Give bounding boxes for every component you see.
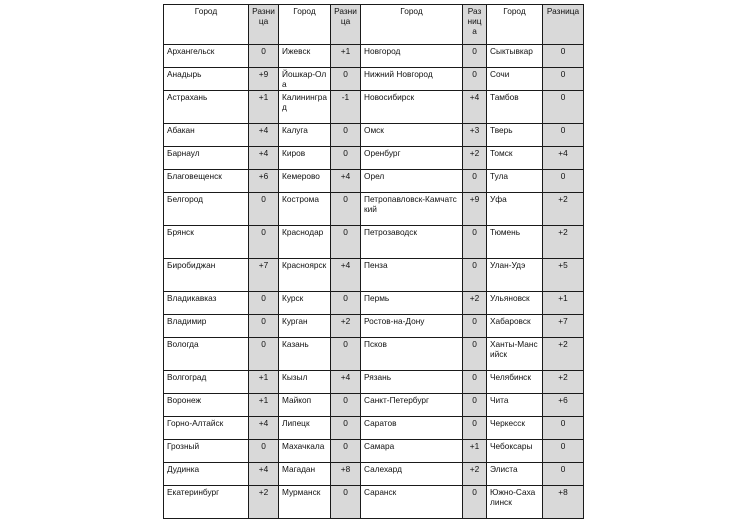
difference-cell: +2 [331, 315, 361, 338]
city-cell: Мурманск [279, 486, 331, 519]
city-cell: Саратов [361, 417, 463, 440]
difference-cell: +4 [331, 170, 361, 193]
table-row [164, 486, 584, 519]
difference-cell: 0 [331, 338, 361, 371]
difference-cell: 0 [331, 147, 361, 170]
city-cell: Рязань [361, 371, 463, 394]
difference-cell: 0 [331, 440, 361, 463]
city-cell: Чита [487, 394, 543, 417]
difference-cell: +9 [463, 193, 487, 226]
table-row [164, 371, 584, 394]
difference-cell: +1 [249, 371, 279, 394]
city-cell: Ульяновск [487, 292, 543, 315]
city-cell: Владикавказ [164, 292, 249, 315]
city-cell: Сочи [487, 68, 543, 91]
difference-cell: 0 [463, 170, 487, 193]
difference-cell: -1 [331, 91, 361, 124]
header-row [164, 5, 584, 45]
difference-cell: 0 [331, 292, 361, 315]
difference-cell: 0 [249, 440, 279, 463]
difference-cell: +3 [463, 124, 487, 147]
difference-cell: 0 [331, 417, 361, 440]
header-difference: Разница [463, 5, 487, 45]
difference-cell: +1 [463, 440, 487, 463]
difference-cell: 0 [331, 226, 361, 259]
city-cell: Краснодар [279, 226, 331, 259]
city-cell: Красноярск [279, 259, 331, 292]
table-row [164, 68, 584, 91]
difference-cell: +4 [331, 371, 361, 394]
city-cell: Ростов-на-Дону [361, 315, 463, 338]
difference-cell: +2 [543, 338, 584, 371]
difference-cell: +2 [543, 226, 584, 259]
city-cell: Элиста [487, 463, 543, 486]
city-cell: Волгоград [164, 371, 249, 394]
difference-cell: +5 [543, 259, 584, 292]
difference-cell: +4 [249, 124, 279, 147]
difference-cell: 0 [249, 292, 279, 315]
city-cell: Улан-Удэ [487, 259, 543, 292]
difference-cell: +8 [543, 486, 584, 519]
city-cell: Новгород [361, 45, 463, 68]
city-cell: Курск [279, 292, 331, 315]
city-cell: Ижевск [279, 45, 331, 68]
difference-cell: 0 [543, 124, 584, 147]
city-cell: Сыктывкар [487, 45, 543, 68]
difference-cell: +8 [331, 463, 361, 486]
difference-cell: +2 [543, 371, 584, 394]
city-cell: Санкт-Петербург [361, 394, 463, 417]
table-row [164, 226, 584, 259]
difference-cell: 0 [249, 315, 279, 338]
city-cell: Пермь [361, 292, 463, 315]
city-cell: Барнаул [164, 147, 249, 170]
city-cell: Ханты-Мансийск [487, 338, 543, 371]
city-cell: Оренбург [361, 147, 463, 170]
difference-cell: 0 [543, 440, 584, 463]
difference-cell: 0 [249, 193, 279, 226]
difference-cell: +4 [543, 147, 584, 170]
difference-cell: 0 [463, 68, 487, 91]
city-cell: Уфа [487, 193, 543, 226]
city-cell: Владимир [164, 315, 249, 338]
difference-cell: 0 [331, 68, 361, 91]
city-cell: Махачкала [279, 440, 331, 463]
header-difference: Разница [249, 5, 279, 45]
difference-cell: 0 [543, 91, 584, 124]
city-cell: Белгород [164, 193, 249, 226]
timezone-table [163, 4, 584, 519]
city-cell: Нижний Новгород [361, 68, 463, 91]
table-row [164, 292, 584, 315]
city-cell: Калуга [279, 124, 331, 147]
city-cell: Кострома [279, 193, 331, 226]
difference-cell: +7 [249, 259, 279, 292]
city-cell: Магадан [279, 463, 331, 486]
table-row [164, 440, 584, 463]
city-cell: Биробиджан [164, 259, 249, 292]
difference-cell: +1 [249, 91, 279, 124]
table-row [164, 315, 584, 338]
city-cell: Орел [361, 170, 463, 193]
difference-cell: +2 [463, 292, 487, 315]
city-cell: Калининград [279, 91, 331, 124]
header-city: Город [487, 5, 543, 45]
difference-cell: 0 [463, 259, 487, 292]
difference-cell: 0 [249, 45, 279, 68]
header-difference: Разница [543, 5, 584, 45]
difference-cell: +6 [249, 170, 279, 193]
city-cell: Черкесск [487, 417, 543, 440]
city-cell: Пенза [361, 259, 463, 292]
difference-cell: +9 [249, 68, 279, 91]
difference-cell: 0 [463, 417, 487, 440]
table-row [164, 91, 584, 124]
city-cell: Салехард [361, 463, 463, 486]
city-cell: Воронеж [164, 394, 249, 417]
difference-cell: 0 [463, 315, 487, 338]
city-cell: Архангельск [164, 45, 249, 68]
difference-cell: +2 [543, 193, 584, 226]
table-row [164, 193, 584, 226]
difference-cell: +4 [331, 259, 361, 292]
city-cell: Чебоксары [487, 440, 543, 463]
city-cell: Кемерово [279, 170, 331, 193]
city-cell: Челябинск [487, 371, 543, 394]
city-cell: Анадырь [164, 68, 249, 91]
city-cell: Саранск [361, 486, 463, 519]
difference-cell: +1 [249, 394, 279, 417]
city-cell: Хабаровск [487, 315, 543, 338]
table-body [164, 45, 584, 519]
city-cell: Благовещенск [164, 170, 249, 193]
city-cell: Южно-Сахалинск [487, 486, 543, 519]
table-row [164, 338, 584, 371]
difference-cell: +4 [249, 417, 279, 440]
city-cell: Псков [361, 338, 463, 371]
timezone-table-document [163, 4, 583, 507]
city-cell: Петропавловск-Камчатский [361, 193, 463, 226]
difference-cell: +4 [463, 91, 487, 124]
difference-cell: 0 [543, 45, 584, 68]
difference-cell: 0 [543, 417, 584, 440]
city-cell: Тюмень [487, 226, 543, 259]
difference-cell: 0 [543, 463, 584, 486]
city-cell: Абакан [164, 124, 249, 147]
city-cell: Липецк [279, 417, 331, 440]
difference-cell: +1 [331, 45, 361, 68]
city-cell: Самара [361, 440, 463, 463]
table-row [164, 394, 584, 417]
header-city: Город [361, 5, 463, 45]
city-cell: Тула [487, 170, 543, 193]
table-row [164, 170, 584, 193]
city-cell: Тверь [487, 124, 543, 147]
table-row [164, 124, 584, 147]
difference-cell: 0 [463, 371, 487, 394]
difference-cell: 0 [463, 338, 487, 371]
city-cell: Киров [279, 147, 331, 170]
difference-cell: 0 [331, 394, 361, 417]
table-row [164, 417, 584, 440]
difference-cell: 0 [543, 170, 584, 193]
header-city: Город [279, 5, 331, 45]
difference-cell: +4 [249, 463, 279, 486]
city-cell: Брянск [164, 226, 249, 259]
difference-cell: 0 [543, 68, 584, 91]
difference-cell: 0 [331, 193, 361, 226]
table-row [164, 259, 584, 292]
city-cell: Курган [279, 315, 331, 338]
table-row [164, 147, 584, 170]
difference-cell: +2 [463, 147, 487, 170]
difference-cell: 0 [249, 226, 279, 259]
table-row [164, 45, 584, 68]
header-city: Город [164, 5, 249, 45]
city-cell: Казань [279, 338, 331, 371]
difference-cell: +2 [249, 486, 279, 519]
difference-cell: 0 [463, 45, 487, 68]
city-cell: Кызыл [279, 371, 331, 394]
difference-cell: 0 [463, 486, 487, 519]
difference-cell: 0 [331, 124, 361, 147]
difference-cell: +1 [543, 292, 584, 315]
table-row [164, 463, 584, 486]
city-cell: Томск [487, 147, 543, 170]
difference-cell: +2 [463, 463, 487, 486]
city-cell: Тамбов [487, 91, 543, 124]
city-cell: Горно-Алтайск [164, 417, 249, 440]
city-cell: Йошкар-Ола [279, 68, 331, 91]
difference-cell: +6 [543, 394, 584, 417]
difference-cell: 0 [331, 486, 361, 519]
city-cell: Новосибирск [361, 91, 463, 124]
difference-cell: +7 [543, 315, 584, 338]
difference-cell: 0 [249, 338, 279, 371]
city-cell: Вологда [164, 338, 249, 371]
city-cell: Омск [361, 124, 463, 147]
city-cell: Майкоп [279, 394, 331, 417]
city-cell: Дудинка [164, 463, 249, 486]
city-cell: Екатеринбург [164, 486, 249, 519]
city-cell: Петрозаводск [361, 226, 463, 259]
difference-cell: +4 [249, 147, 279, 170]
difference-cell: 0 [463, 394, 487, 417]
difference-cell: 0 [463, 226, 487, 259]
city-cell: Грозный [164, 440, 249, 463]
city-cell: Астрахань [164, 91, 249, 124]
header-difference: Разница [331, 5, 361, 45]
